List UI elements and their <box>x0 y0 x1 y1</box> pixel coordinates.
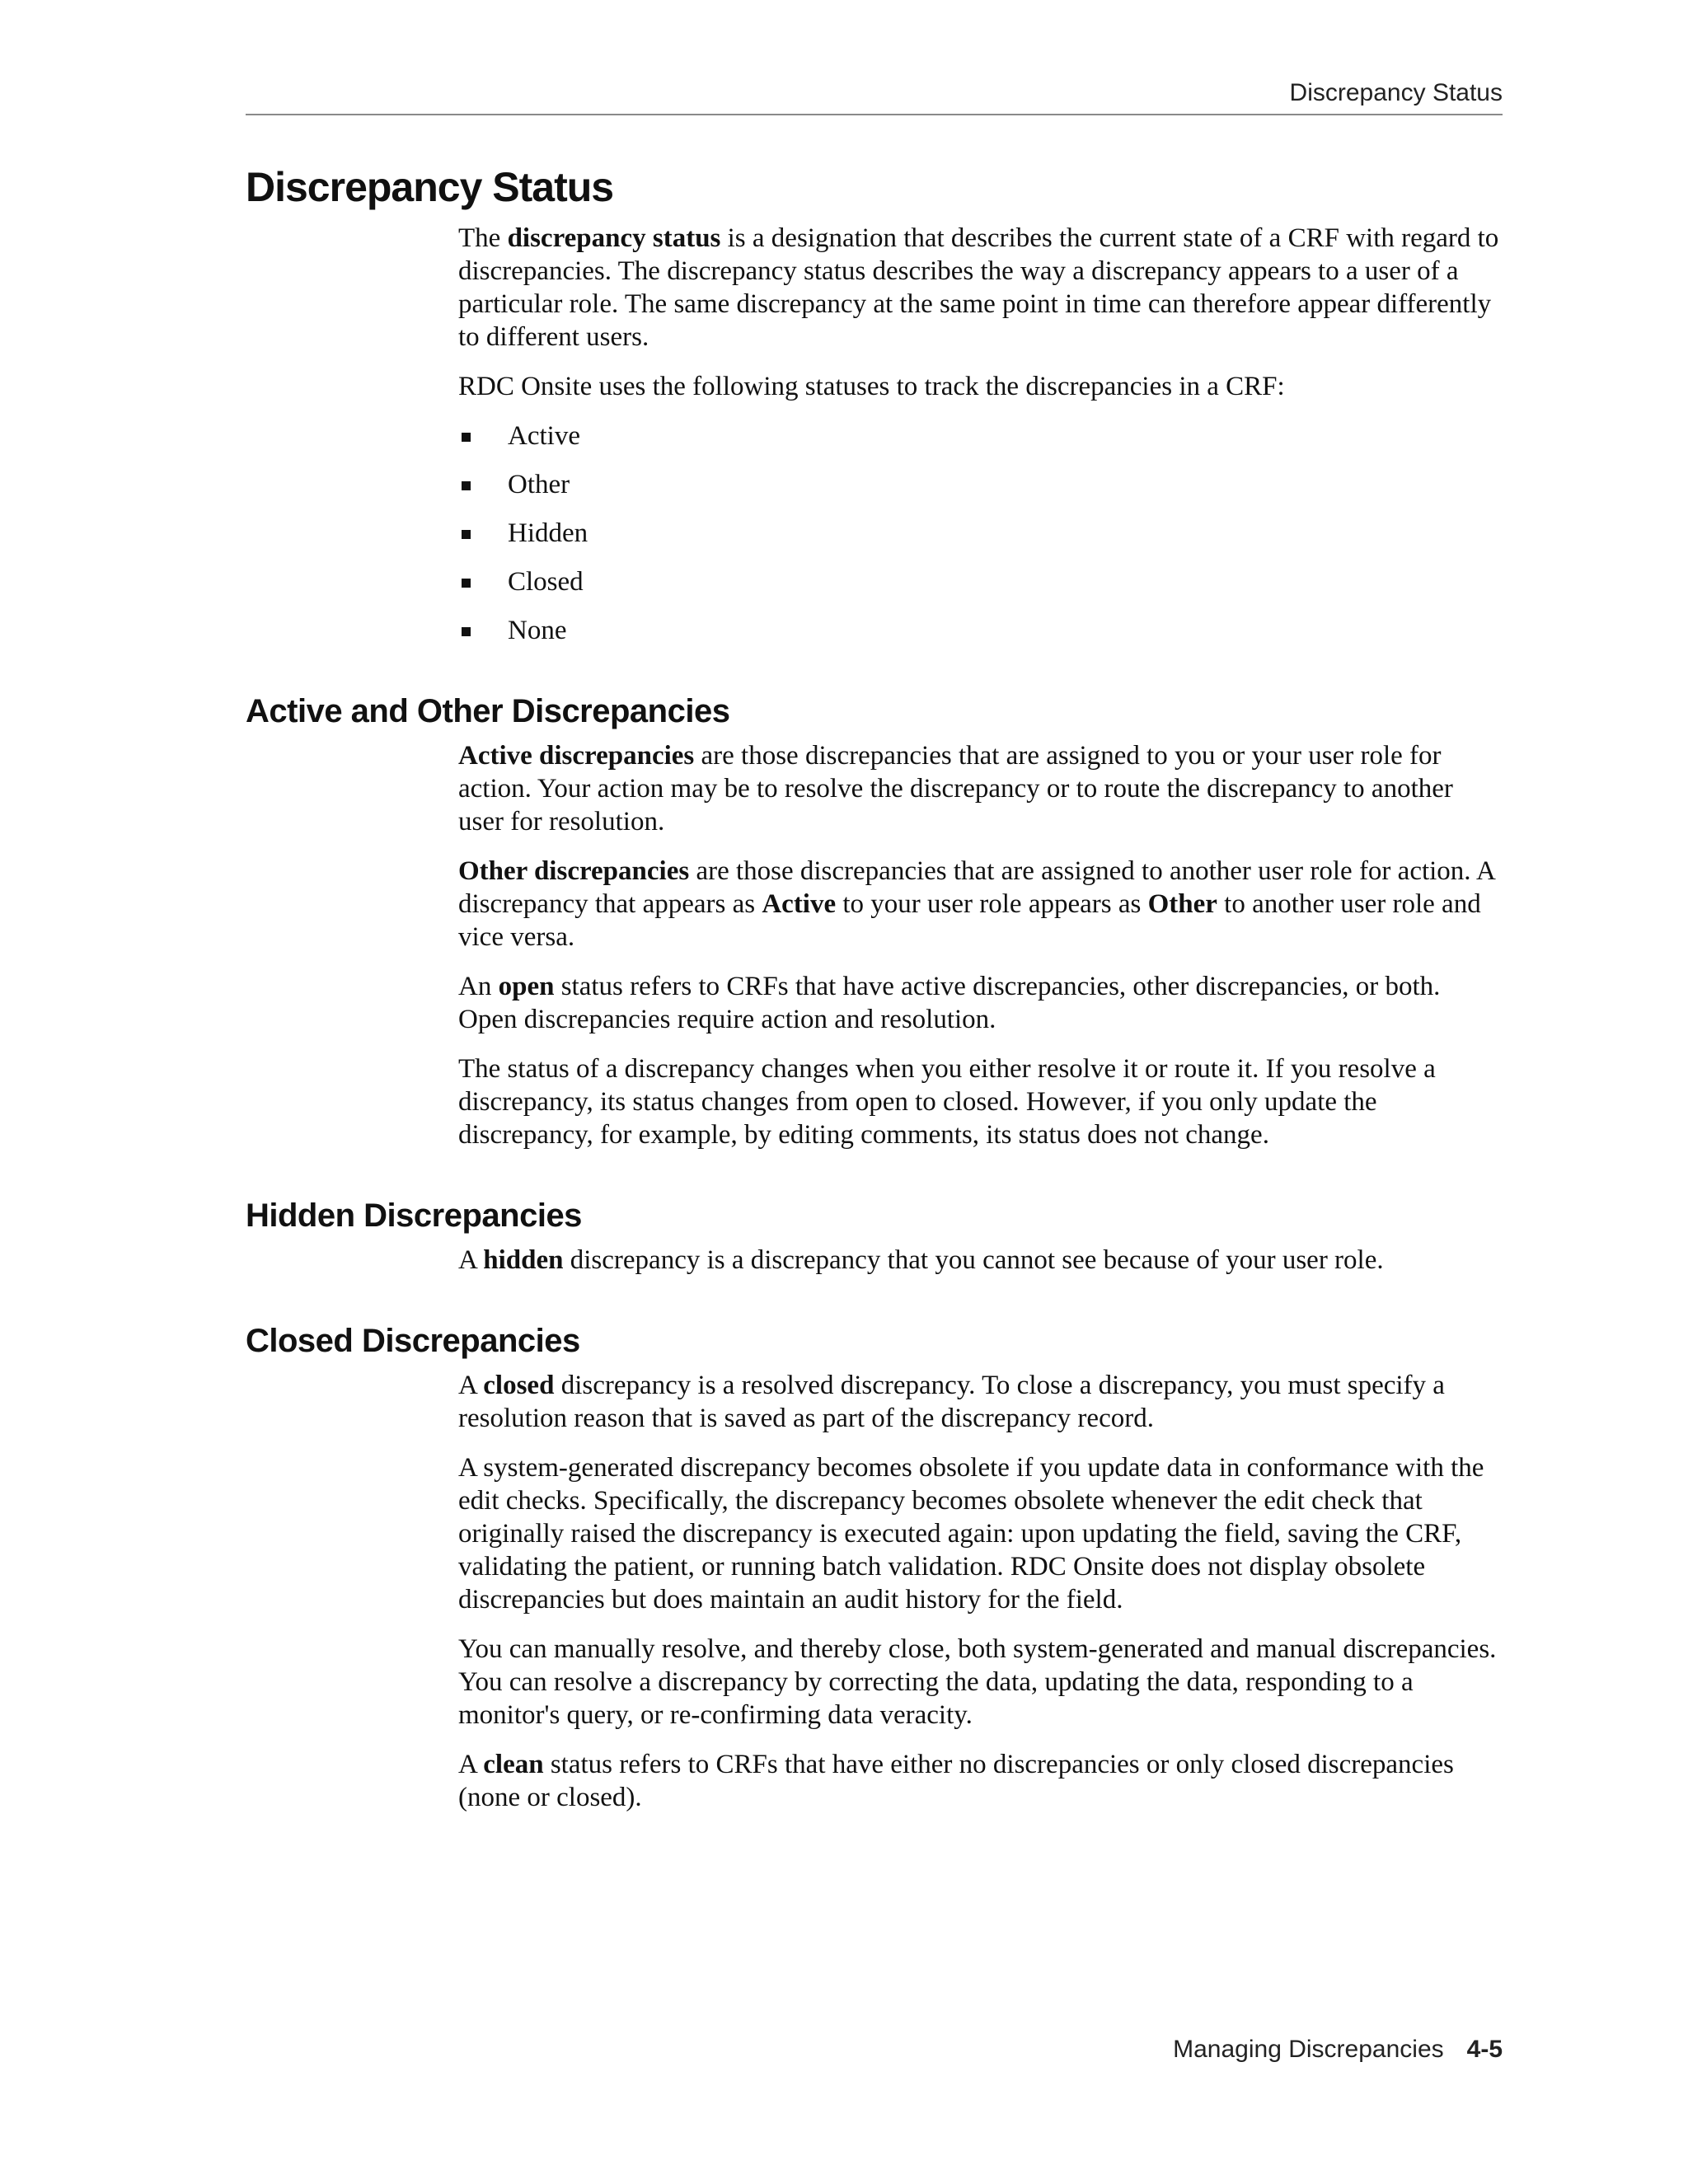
section-heading-hidden: Hidden Discrepancies <box>246 1197 582 1234</box>
bold-term: Active <box>762 889 837 919</box>
list-item-label: Hidden <box>508 518 588 548</box>
list-item-label: Closed <box>508 567 584 597</box>
bold-term: Active discrepancies <box>458 741 695 771</box>
paragraph: RDC Onsite uses the following statuses to track the discrepancies in a CRF: <box>458 372 1285 401</box>
list-item-label: Other <box>508 470 570 499</box>
text-run: to your user role appears as <box>836 889 1148 919</box>
bold-term: open <box>498 972 555 1001</box>
paragraph <box>458 1369 1505 1435</box>
paragraph: A system-generated discrepancy becomes obsolete if you update data in conformance with the edit checks. Specifically, the discrepancy becomes obsolete whenever the edit check that originally raised the discrepancy is executed again: upon updating the field, saving the CRF, validating the patient, or running batch validation. RDC Onsite does not display obsolete discrepancies but does maintain an audit history for the field. <box>458 1453 1484 1615</box>
running-footer <box>1173 2036 1503 2064</box>
bullet-icon <box>462 433 471 442</box>
bold-term: clean <box>483 1750 544 1779</box>
page-content <box>246 165 1503 1830</box>
text-run: status refers to CRFs that have either no discrepancies or only closed discrepancies (none or closed). <box>458 1750 1454 1812</box>
page-title: Discrepancy Status <box>246 164 614 210</box>
text-run: discrepancy is a discrepancy that you cannot see because of your user role. <box>563 1245 1384 1275</box>
text-run: A <box>458 1245 484 1275</box>
page-number: 4-5 <box>1466 2036 1503 2063</box>
bullet-icon <box>462 530 471 539</box>
list-item <box>458 468 1505 501</box>
text-run: status refers to CRFs that have active discrepancies, other discrepancies, or both. Open discrepancies require action and resolution. <box>458 972 1441 1034</box>
bold-term: closed <box>483 1371 555 1400</box>
bullet-icon <box>462 579 471 588</box>
bold-term: Other <box>1147 889 1217 919</box>
bold-term: Other discrepancies <box>458 856 690 886</box>
paragraph: The status of a discrepancy changes when you either resolve it or route it. If you resolve a discrepancy, its status changes from open to closed. However, if you only update the discrepancy, for example, by editing comments, its status does not change. <box>458 1054 1436 1150</box>
text-run: An <box>458 972 499 1001</box>
bold-term: hidden <box>483 1245 564 1275</box>
bold-term: discrepancy status <box>507 223 721 253</box>
section-heading-active-other: Active and Other Discrepancies <box>246 693 730 729</box>
text-run: The <box>458 223 508 253</box>
paragraph <box>458 855 1505 954</box>
paragraph <box>458 222 1505 354</box>
text-run: A <box>458 1750 484 1779</box>
footer-chapter-title: Managing Discrepancies <box>1173 2036 1444 2063</box>
paragraph: You can manually resolve, and thereby close, both system-generated and manual discrepancies. You can resolve a discrepancy by correcting the data, updating the data, responding to a monitor's query, or re-confirming data veracity. <box>458 1634 1497 1730</box>
list-item <box>458 419 1505 452</box>
text-run: discrepancy is a resolved discrepancy. To close a discrepancy, you must specify a resolution reason that is saved as part of the discrepancy record. <box>458 1371 1445 1433</box>
list-item <box>458 517 1505 550</box>
section-hidden-body <box>458 1244 1505 1277</box>
text-run: are those discrepancies that are assigned to you or your user role for action. Your action may be to resolve the discrepancy or to route the discrepancy to another user for resolution. <box>458 741 1453 837</box>
status-list <box>458 419 1505 647</box>
list-item-label: Active <box>508 421 580 451</box>
list-item <box>458 565 1505 598</box>
text-run: are those discrepancies that are assigned to another user role for action. A discrepancy that appears as <box>458 856 1494 919</box>
paragraph <box>458 1244 1505 1277</box>
text-run: is a designation that describes the current state of a CRF with regard to discrepancies. The discrepancy status describes the way a discrepancy appears to a user of a particular role. The same discrepancy at the same point in time can therefore appear differently to different users. <box>458 223 1499 352</box>
section-closed-body <box>458 1369 1505 1814</box>
running-header: Discrepancy Status <box>246 73 1503 115</box>
text-run: A <box>458 1371 484 1400</box>
bullet-icon <box>462 481 471 490</box>
section-active-other-body <box>458 739 1505 1151</box>
paragraph <box>458 1748 1505 1814</box>
paragraph <box>458 970 1505 1036</box>
section-heading-closed: Closed Discrepancies <box>246 1323 580 1359</box>
list-item <box>458 614 1505 647</box>
bullet-icon <box>462 627 471 636</box>
list-item-label: None <box>508 616 567 645</box>
text-run: to another user role and vice versa. <box>458 889 1481 952</box>
section-discrepancy-status-body <box>458 222 1505 647</box>
paragraph <box>458 739 1505 838</box>
